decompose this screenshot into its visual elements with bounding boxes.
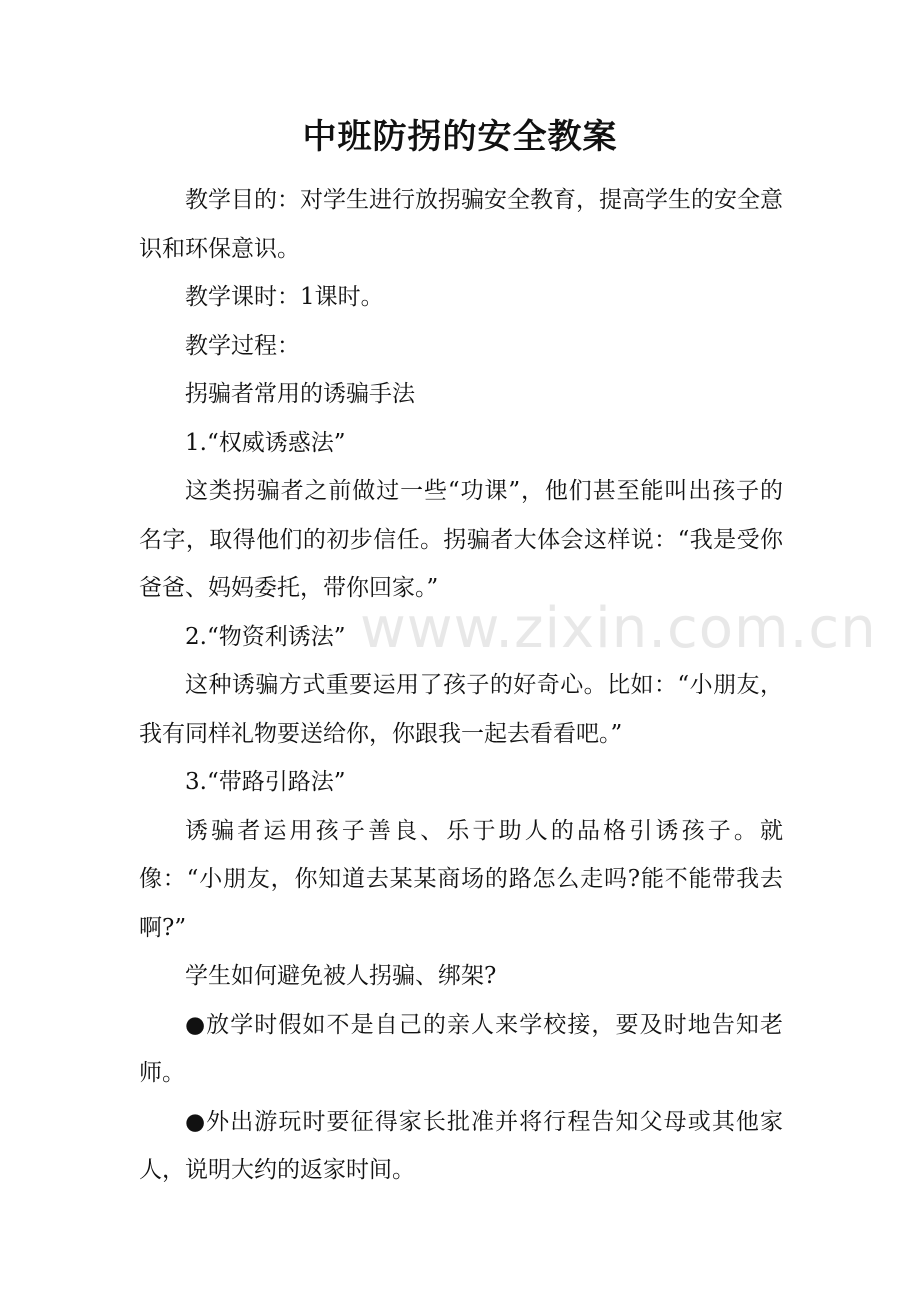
paragraph-process-heading: 教学过程： (185, 332, 300, 359)
watermark-text: www.zixin.com.cn (360, 596, 877, 661)
paragraph-tip-2: ●外出游玩时要征得家长批准并将行程告知父母或其他家人，说明大约的返家时间。 (139, 1108, 783, 1183)
paragraph-class-hours: 教学课时：1课时。 (185, 284, 384, 310)
paragraph-method-2-title: 2.“物资利诱法” (185, 623, 346, 650)
paragraph-tip-1: ●放学时假如不是自己的亲人来学校接，要及时地告知老师。 (139, 1011, 783, 1086)
paragraph-method-1-title: 1.“权威诱惑法” (185, 429, 346, 456)
paragraph-avoid-heading: 学生如何避免被人拐骗、绑架? (185, 963, 497, 989)
paragraph-method-3-body: 诱骗者运用孩子善良、乐于助人的品格引诱孩子。就像：“小朋友，你知道去某某商场的路怎么走吗?能不能带我去啊?” (139, 817, 783, 941)
paragraph-objective: 教学目的：对学生进行放拐骗安全教育，提高学生的安全意识和环保意识。 (139, 187, 783, 262)
paragraph-method-2-body: 这种诱骗方式重要运用了孩子的好奇心。比如：“小朋友，我有同样礼物要送给你，你跟我一起去看看吧。” (139, 672, 783, 747)
document-body (139, 176, 783, 1195)
paragraph-method-3-title: 3.“带路引路法” (185, 769, 346, 795)
document-title: 中班防拐的安全教案 (302, 117, 618, 157)
paragraph-methods-heading: 拐骗者常用的诱骗手法 (185, 381, 415, 407)
paragraph-method-1-body: 这类拐骗者之前做过一些“功课”，他们甚至能叫出孩子的名字，取得他们的初步信任。拐骗者大体会这样说：“我是受你爸爸、妈妈委托，带你回家。” (139, 478, 783, 601)
